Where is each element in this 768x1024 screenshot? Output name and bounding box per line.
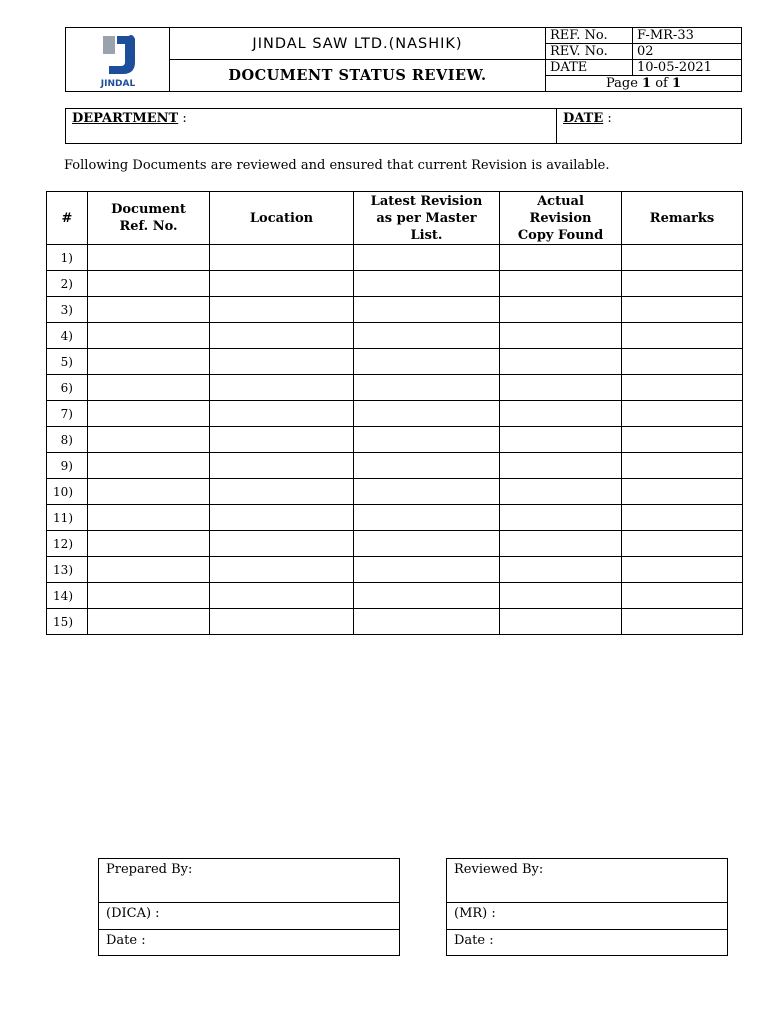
- actual-revision-cell[interactable]: [500, 245, 622, 271]
- actual-revision-cell[interactable]: [500, 375, 622, 401]
- location-cell[interactable]: [210, 531, 354, 557]
- table-row: [47, 349, 743, 375]
- remarks-cell[interactable]: [622, 245, 743, 271]
- remarks-cell[interactable]: [622, 479, 743, 505]
- remarks-cell[interactable]: [622, 557, 743, 583]
- document-ref-cell[interactable]: [88, 609, 210, 635]
- document-ref-cell[interactable]: [88, 401, 210, 427]
- actual-revision-cell[interactable]: [500, 479, 622, 505]
- table-row: [47, 505, 743, 531]
- latest-revision-cell[interactable]: [354, 323, 500, 349]
- row-number: 12): [47, 531, 88, 557]
- actual-revision-cell[interactable]: [500, 505, 622, 531]
- document-ref-cell[interactable]: [88, 245, 210, 271]
- date-label: DATE: [546, 60, 633, 76]
- table-row: [47, 271, 743, 297]
- actual-revision-cell[interactable]: [500, 531, 622, 557]
- table-row: [47, 609, 743, 635]
- prepared-by-box: [98, 858, 400, 956]
- actual-revision-cell[interactable]: [500, 453, 622, 479]
- latest-revision-cell[interactable]: [354, 349, 500, 375]
- col-header-doc-ref-line2: Ref. No.: [119, 219, 178, 234]
- page-indicator: [546, 76, 742, 92]
- remarks-cell[interactable]: [622, 531, 743, 557]
- department-row: [65, 108, 742, 144]
- col-header-remarks: Remarks: [622, 192, 743, 245]
- row-number: 10): [47, 479, 88, 505]
- latest-revision-cell[interactable]: [354, 583, 500, 609]
- location-cell[interactable]: [210, 453, 354, 479]
- prepared-by-field[interactable]: Prepared By:: [99, 859, 400, 903]
- reviewed-date-field[interactable]: Date :: [447, 930, 728, 956]
- row-number: 2): [47, 271, 88, 297]
- intro-text: Following Documents are reviewed and ensured that current Revision is available.: [64, 158, 610, 173]
- rev-no-label: REV. No.: [546, 44, 633, 60]
- row-number: 7): [47, 401, 88, 427]
- remarks-cell[interactable]: [622, 427, 743, 453]
- col-header-latest-line2: as per Master: [376, 210, 477, 226]
- dept-date-label: DATE: [563, 111, 604, 126]
- company-name: JINDAL SAW LTD.(NASHIK): [170, 28, 546, 60]
- actual-revision-cell[interactable]: [500, 557, 622, 583]
- col-header-number: #: [47, 192, 88, 245]
- table-header-row: [47, 192, 743, 245]
- latest-revision-cell[interactable]: [354, 245, 500, 271]
- latest-revision-cell[interactable]: [354, 401, 500, 427]
- actual-revision-cell[interactable]: [500, 271, 622, 297]
- remarks-cell[interactable]: [622, 271, 743, 297]
- actual-revision-cell[interactable]: [500, 297, 622, 323]
- review-table: [46, 191, 743, 635]
- col-header-document-ref: [88, 192, 210, 245]
- document-ref-cell[interactable]: [88, 453, 210, 479]
- remarks-cell[interactable]: [622, 401, 743, 427]
- department-field[interactable]: [66, 109, 557, 144]
- col-header-actual-revision: [500, 192, 622, 245]
- document-ref-cell[interactable]: [88, 505, 210, 531]
- table-row: [47, 583, 743, 609]
- ref-no-label: REF. No.: [546, 28, 633, 44]
- col-header-actual-line1: Actual: [537, 193, 584, 209]
- latest-revision-cell[interactable]: [354, 531, 500, 557]
- company-logo: [66, 28, 170, 92]
- document-ref-cell[interactable]: [88, 427, 210, 453]
- jindal-logo-icon: [95, 32, 141, 88]
- row-number: 1): [47, 245, 88, 271]
- document-header: [65, 27, 742, 92]
- col-header-doc-ref-line1: Document: [111, 202, 186, 217]
- reviewed-role-field[interactable]: (MR) :: [447, 903, 728, 930]
- reviewed-by-box: [446, 858, 728, 956]
- document-ref-cell[interactable]: [88, 271, 210, 297]
- table-row: [47, 297, 743, 323]
- prepared-date-field[interactable]: Date :: [99, 930, 400, 956]
- reviewed-by-field[interactable]: Reviewed By:: [447, 859, 728, 903]
- latest-revision-cell[interactable]: [354, 609, 500, 635]
- actual-revision-cell[interactable]: [500, 583, 622, 609]
- ref-no-value: F-MR-33: [633, 28, 742, 44]
- table-row: [47, 479, 743, 505]
- date-separator: :: [607, 111, 612, 126]
- document-title: DOCUMENT STATUS REVIEW.: [170, 60, 546, 92]
- table-row: [47, 531, 743, 557]
- table-row: [47, 375, 743, 401]
- department-separator: :: [182, 111, 187, 126]
- page-prefix: Page: [605, 76, 638, 91]
- review-table-body: [47, 245, 743, 635]
- location-cell[interactable]: [210, 401, 354, 427]
- location-cell[interactable]: [210, 557, 354, 583]
- table-row: [47, 557, 743, 583]
- logo-wordmark: JINDAL: [100, 78, 135, 88]
- location-cell[interactable]: [210, 479, 354, 505]
- document-ref-cell[interactable]: [88, 375, 210, 401]
- page-of: of: [655, 76, 668, 91]
- remarks-cell[interactable]: [622, 453, 743, 479]
- document-ref-cell[interactable]: [88, 557, 210, 583]
- row-number: 14): [47, 583, 88, 609]
- table-row: [47, 323, 743, 349]
- col-header-latest-line1: Latest Revision: [370, 193, 483, 209]
- location-cell[interactable]: [210, 245, 354, 271]
- remarks-cell[interactable]: [622, 323, 743, 349]
- location-cell[interactable]: [210, 323, 354, 349]
- actual-revision-cell[interactable]: [500, 323, 622, 349]
- location-cell[interactable]: [210, 505, 354, 531]
- latest-revision-cell[interactable]: [354, 297, 500, 323]
- prepared-role-field[interactable]: (DICA) :: [99, 903, 400, 930]
- location-cell[interactable]: [210, 583, 354, 609]
- row-number: 15): [47, 609, 88, 635]
- latest-revision-cell[interactable]: [354, 427, 500, 453]
- document-ref-cell[interactable]: [88, 531, 210, 557]
- table-row: [47, 427, 743, 453]
- remarks-cell[interactable]: [622, 583, 743, 609]
- col-header-actual-line2: Revision: [529, 210, 592, 226]
- row-number: 4): [47, 323, 88, 349]
- latest-revision-cell[interactable]: [354, 453, 500, 479]
- table-row: [47, 401, 743, 427]
- row-number: 5): [47, 349, 88, 375]
- remarks-cell[interactable]: [622, 375, 743, 401]
- row-number: 11): [47, 505, 88, 531]
- row-number: 13): [47, 557, 88, 583]
- table-row: [47, 453, 743, 479]
- latest-revision-cell[interactable]: [354, 557, 500, 583]
- actual-revision-cell[interactable]: [500, 427, 622, 453]
- table-row: [47, 245, 743, 271]
- row-number: 8): [47, 427, 88, 453]
- row-number: 9): [47, 453, 88, 479]
- page-total: 1: [672, 76, 682, 91]
- col-header-actual-line3: Copy Found: [517, 227, 604, 243]
- remarks-cell[interactable]: [622, 349, 743, 375]
- date-value: 10-05-2021: [633, 60, 742, 76]
- department-label: DEPARTMENT: [72, 111, 179, 126]
- document-ref-cell[interactable]: [88, 349, 210, 375]
- actual-revision-cell[interactable]: [500, 609, 622, 635]
- location-cell[interactable]: [210, 297, 354, 323]
- latest-revision-cell[interactable]: [354, 505, 500, 531]
- col-header-latest-revision: [354, 192, 500, 245]
- document-ref-cell[interactable]: [88, 583, 210, 609]
- actual-revision-cell[interactable]: [500, 401, 622, 427]
- col-header-location: Location: [210, 192, 354, 245]
- location-cell[interactable]: [210, 271, 354, 297]
- document-ref-cell[interactable]: [88, 323, 210, 349]
- actual-revision-cell[interactable]: [500, 349, 622, 375]
- document-ref-cell[interactable]: [88, 297, 210, 323]
- latest-revision-cell[interactable]: [354, 271, 500, 297]
- latest-revision-cell[interactable]: [354, 479, 500, 505]
- document-ref-cell[interactable]: [88, 479, 210, 505]
- remarks-cell[interactable]: [622, 505, 743, 531]
- location-cell[interactable]: [210, 609, 354, 635]
- remarks-cell[interactable]: [622, 297, 743, 323]
- col-header-latest-line3: List.: [410, 227, 443, 243]
- location-cell[interactable]: [210, 349, 354, 375]
- rev-no-value: 02: [633, 44, 742, 60]
- remarks-cell[interactable]: [622, 609, 743, 635]
- page-number: 1: [642, 76, 652, 91]
- row-number: 6): [47, 375, 88, 401]
- location-cell[interactable]: [210, 375, 354, 401]
- date-field[interactable]: [557, 109, 742, 144]
- latest-revision-cell[interactable]: [354, 375, 500, 401]
- row-number: 3): [47, 297, 88, 323]
- location-cell[interactable]: [210, 427, 354, 453]
